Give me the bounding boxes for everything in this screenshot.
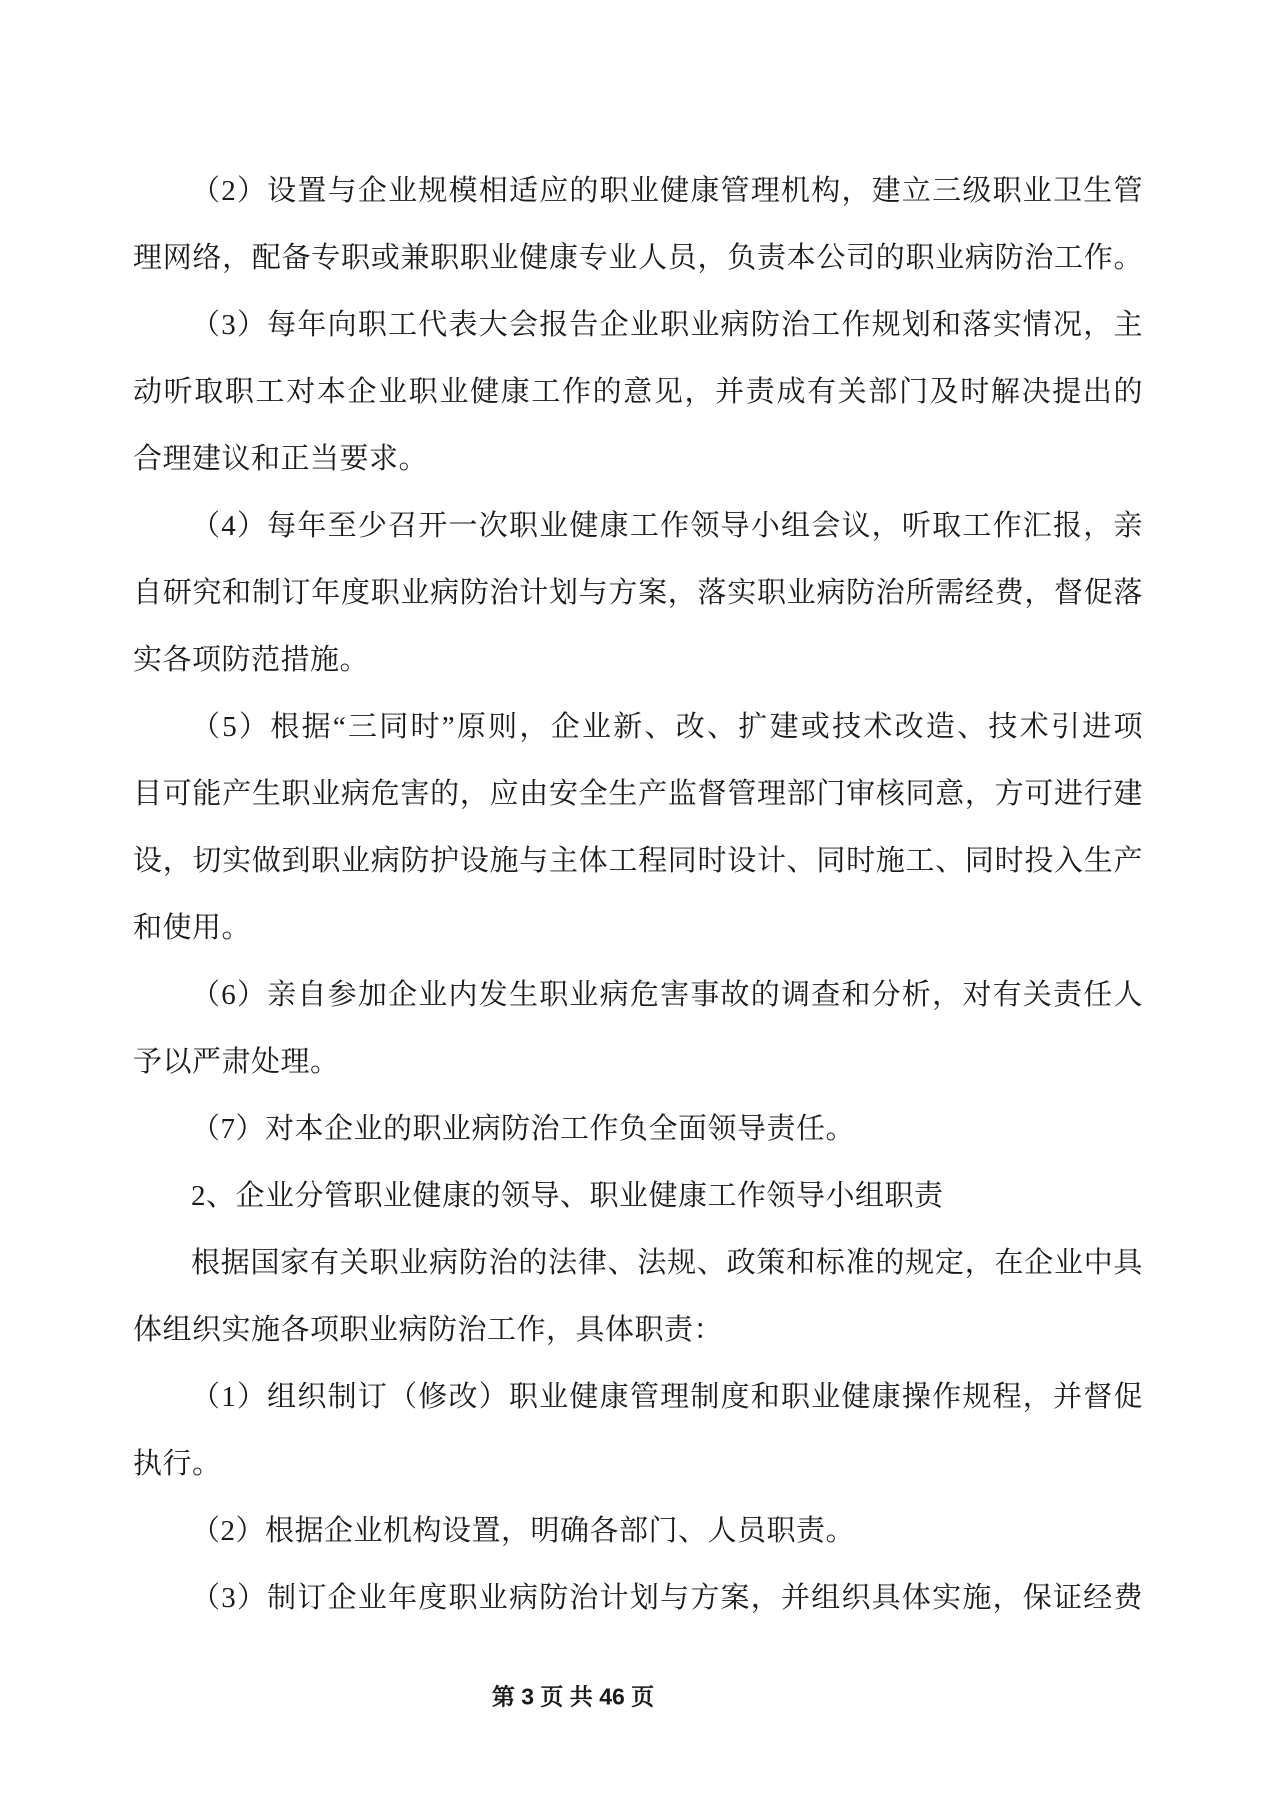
text-line: 目可能产生职业病危害的，应由安全生产监督管理部门审核同意，方可进行建 <box>133 778 1143 810</box>
text-line: 体组织实施各项职业病防治工作，具体职责： <box>133 1314 724 1346</box>
text-line: （2）设置与企业规模相适应的职业健康管理机构，建立三级职业卫生管 <box>191 175 1143 207</box>
text-line: 予以严肃处理。 <box>133 1046 340 1078</box>
text-line: （7）对本企业的职业病防治工作负全面领导责任。 <box>191 1113 856 1145</box>
text-line: （4）每年至少召开一次职业健康工作领导小组会议，听取工作汇报，亲 <box>191 510 1143 542</box>
text-line: 自研究和制订年度职业病防治计划与方案，落实职业病防治所需经费，督促落 <box>133 577 1143 609</box>
text-line: （5）根据“三同时”原则，企业新、改、扩建或技术改造、技术引进项 <box>191 711 1143 743</box>
text-line: 动听取职工对本企业职业健康工作的意见，并责成有关部门及时解决提出的 <box>133 376 1143 408</box>
text-line: （3）每年向职工代表大会报告企业职业病防治工作规划和落实情况，主 <box>191 309 1143 341</box>
text-line: （2）根据企业机构设置，明确各部门、人员职责。 <box>191 1515 856 1547</box>
text-line: 2、企业分管职业健康的领导、职业健康工作领导小组职责 <box>191 1180 944 1212</box>
text-line: （3）制订企业年度职业病防治计划与方案，并组织具体实施，保证经费 <box>191 1582 1143 1614</box>
text-line: 实各项防范措施。 <box>133 644 370 676</box>
text-line: 和使用。 <box>133 912 252 944</box>
text-line: 设，切实做到职业病防护设施与主体工程同时设计、同时施工、同时投入生产 <box>133 845 1143 877</box>
document-body <box>133 158 1143 1632</box>
text-line: （1）组织制订（修改）职业健康管理制度和职业健康操作规程，并督促 <box>191 1381 1143 1413</box>
text-line: 理网络，配备专职或兼职职业健康专业人员，负责本公司的职业病防治工作。 <box>133 242 1143 274</box>
text-line: 根据国家有关职业病防治的法律、法规、政策和标准的规定，在企业中具 <box>191 1247 1143 1279</box>
text-line: 合理建议和正当要求。 <box>133 443 429 475</box>
page-footer: 第 3 页 共 46 页 <box>491 1683 655 1710</box>
text-line: （6）亲自参加企业内发生职业病危害事故的调查和分析，对有关责任人 <box>191 979 1143 1011</box>
text-line: 执行。 <box>133 1448 222 1480</box>
